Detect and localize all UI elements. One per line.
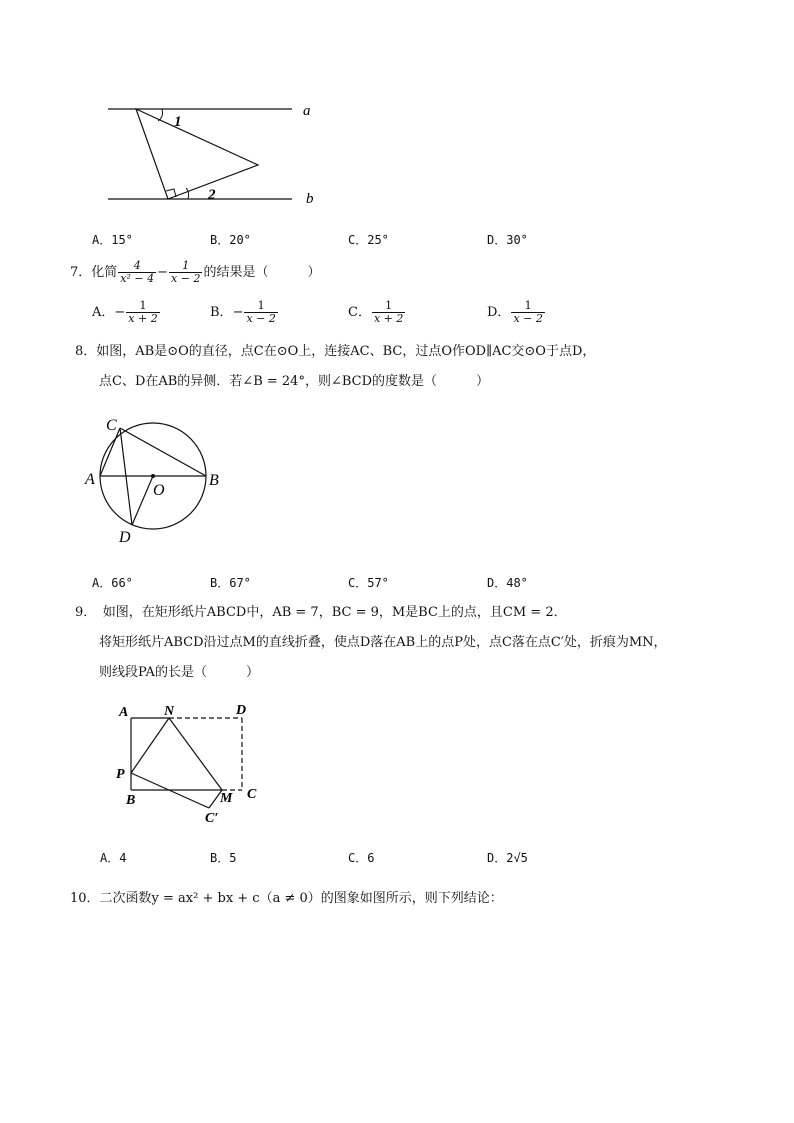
q9-figure: [112, 700, 272, 828]
point-p-label: P: [116, 767, 125, 782]
angle1-label: 1: [174, 114, 182, 130]
fold-crease-nm: [169, 718, 222, 790]
q6-option-a[interactable]: A．15°: [92, 233, 133, 247]
angle2-arc: [186, 188, 189, 199]
point-a-label: A: [85, 471, 95, 488]
point-c-label: C: [106, 417, 117, 434]
q9-option-a[interactable]: A．4: [100, 851, 127, 865]
q7-number: 7．: [70, 265, 92, 280]
q9-line-3: 则线段PA的长是（ ）: [99, 665, 259, 680]
q8-line-1: 8．如图，AB是⊙O的直径，点C在⊙O上，连接AC、BC，过点O作OD∥AC交⊙O于点D，: [75, 344, 596, 359]
q6-figure: [100, 95, 330, 210]
segment-od: [132, 476, 153, 525]
point-a-label: A: [119, 705, 129, 720]
point-c-prime-label: C′: [205, 811, 219, 826]
point-d-label: D: [119, 529, 131, 546]
q6-option-d[interactable]: D．30°: [487, 233, 528, 247]
angle2-label: 2: [208, 187, 216, 203]
q8-option-b[interactable]: B．67°: [210, 576, 251, 590]
point-b-label: B: [126, 793, 136, 808]
q7-option-b[interactable]: B．− $\frac{1}{x - 2}$: [210, 299, 276, 325]
q9-option-d[interactable]: D．2√5: [487, 851, 528, 865]
q7-option-c[interactable]: C． $\frac{1}{x + 2}$: [348, 299, 404, 325]
q7-option-a[interactable]: A．− $\frac{1}{x + 2}$: [92, 299, 158, 325]
point-m-label: M: [220, 791, 233, 806]
triangle: [136, 109, 258, 199]
segment-cb: [120, 428, 206, 476]
point-o-label: O: [153, 482, 165, 499]
point-n-label: N: [164, 704, 175, 719]
q8-option-c[interactable]: C．57°: [348, 576, 389, 590]
q9-line-1: 9． 如图，在矩形纸片ABCD中，AB = 7，BC = 9，M是BC上的点，且CM = 2．: [75, 605, 567, 620]
q7-minus: −: [157, 265, 169, 280]
q6-option-b[interactable]: B．20°: [210, 233, 251, 247]
line-a-label: a: [303, 103, 311, 119]
center-point: [151, 474, 155, 478]
q8-option-d[interactable]: D．48°: [487, 576, 528, 590]
q9-option-c[interactable]: C．6: [348, 851, 375, 865]
q8-figure: [82, 412, 227, 547]
q7-fraction-2: $\frac{1}{x - 2}$: [171, 259, 201, 285]
segment-ac: [100, 428, 120, 476]
q6-option-c[interactable]: C．25°: [348, 233, 389, 247]
line-b-label: b: [306, 191, 314, 207]
segment-np: [131, 718, 169, 773]
q9-option-b[interactable]: B．5: [210, 851, 237, 865]
q7-prefix: 化简: [91, 265, 118, 280]
q9-line-2: 将矩形纸片ABCD沿过点M的直线折叠，使点D落在AB上的点P处，点C落在点C′处，折痕为MN，: [99, 635, 667, 650]
q8-option-a[interactable]: A．66°: [92, 576, 133, 590]
q7-suffix: 的结果是（ ）: [203, 265, 321, 280]
q7-option-d[interactable]: D． $\frac{1}{x - 2}$: [487, 299, 543, 325]
point-b-label: B: [209, 472, 219, 489]
q8-line-2: 点C、D在AB的异侧．若∠B = 24°，则∠BCD的度数是（ ）: [99, 374, 490, 389]
q7-fraction-1: $\frac{4}{\text{x² − 4}}$: [120, 259, 155, 285]
q7-stem: [70, 260, 320, 285]
right-angle-mark: [166, 189, 176, 197]
point-c-label: C: [247, 787, 257, 802]
point-d-label: D: [236, 703, 247, 718]
q10-line-1: 10．二次函数y = ax² + bx + c（a ≠ 0）的图象如图所示，则下列结论：: [70, 891, 503, 906]
